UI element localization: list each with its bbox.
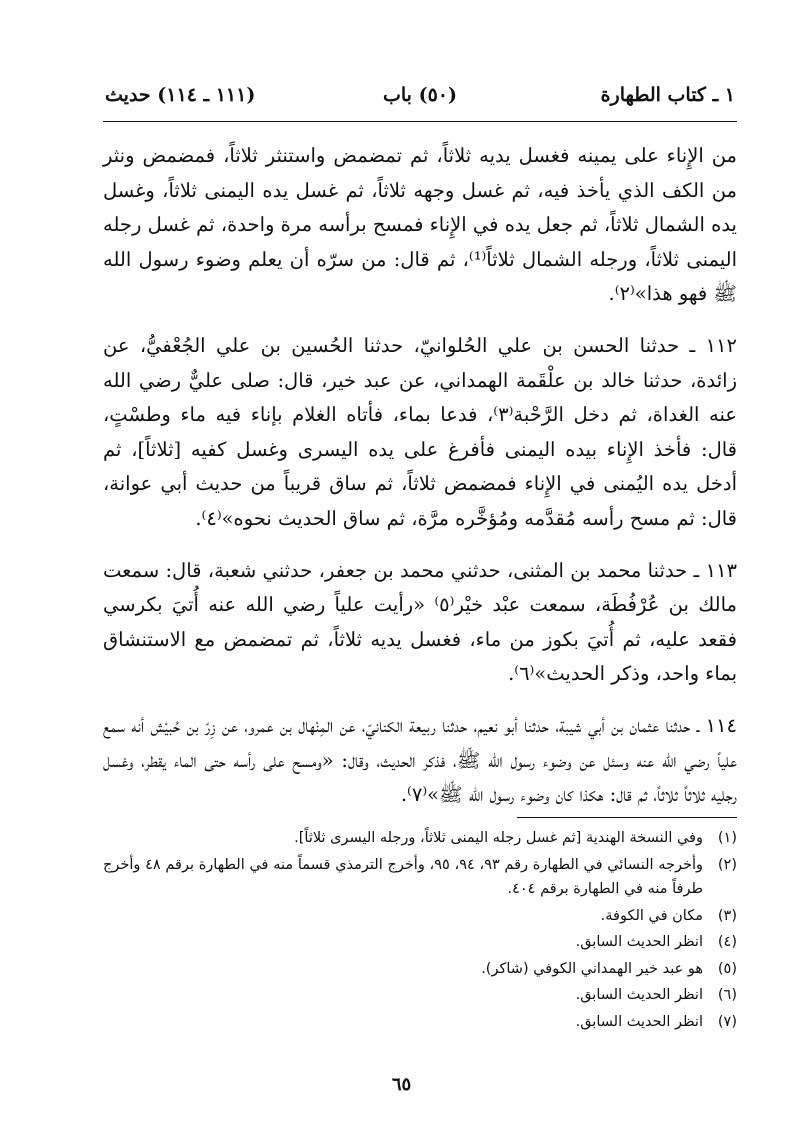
footnote: [103, 853, 737, 902]
footnote: [103, 957, 737, 982]
footnote-text: وفي النسخة الهندية [ثم غسل رجله اليمنى ثلاثاً، ورجله اليسرى ثلاثاً].: [294, 830, 703, 846]
footnote-number: (٥): [717, 960, 737, 977]
footnote-rule: [517, 817, 737, 818]
paragraph-hadith-114: ١١٤ ـ حدثنا عثمان بن أبي شيبة، حدثنا أبو نعيم، حدثنا ربيعة الكنانيّ، عن المِنْهال بن عمرو، عن زِرّ بن حُبيْش أنه سمع علياً رضي الله عنه وسئل عن وضوء رسول الله ﷺ، فذكر الحديث، وقال: «ومسح على رأسه حتى الماء يقطر، وغسل رجليه ثلاثاً ثلاثاً، ثم قال: هكذا كان وضوء رسول الله ﷺ»⁽٧⁾.: [103, 713, 737, 807]
footnote: [103, 826, 737, 851]
running-header: [105, 84, 735, 112]
footnote-text: انظر الحديث السابق.: [575, 987, 703, 1003]
footnote-number: (٤): [717, 934, 737, 950]
footnote-text: هو عبد خير الهمداني الكوفي (شاكر).: [481, 960, 703, 977]
footnote-number: (١): [717, 830, 737, 846]
paragraph-continuation: من الإِناء على يمينه فغسل يديه ثلاثاً، ثم تمضمض واستنثر ثلاثاً، فمضمض ونثر من الكف الذي يأخذ فيه، ثم غسل وجهه ثلاثاً، ثم غسل يده اليمنى ثلاثاً، وغسل يده الشمال ثلاثاً، ثم جعل يده في الإِناء فمسح برأسه مرة واحدة، ثم غسل رجله اليمنى ثلاثاً، ورجله الشمال ثلاثاً⁽¹⁾، ثم قال: من سرّه أن يعلم وضوء رسول الله ﷺ فهو هذا»⁽٢⁾.: [103, 144, 737, 306]
footnote-text: انظر الحديث السابق.: [575, 1013, 703, 1030]
footnote: [103, 904, 737, 929]
footnote: [103, 1010, 737, 1035]
footnote-number: (٣): [717, 907, 737, 924]
paragraph-hadith-113: ١١٣ ـ حدثنا محمد بن المثنى، حدثني محمد بن جعفر، حدثني شعبة، قال: سمعت مالك بن عُرْفُطَة، سمعت عبْد خيْر⁽٥⁾ «رأيت علياً رضي الله عنه أُتيَ بكرسي فقعد عليه، ثم أُتيَ بكوز من ماء، فغسل يديه ثلاثاً، ثم تمضمض مع الاستنشاق بماء واحد، وذكر الحديث»⁽٦⁾.: [103, 558, 737, 686]
header-chapter: (٥٠) باب: [383, 84, 457, 106]
main-text: [103, 139, 737, 830]
page-number: ٦٥: [391, 1074, 412, 1095]
footnotes: [103, 826, 737, 1036]
footnote: [103, 983, 737, 1008]
footnote-number: (٦): [717, 987, 737, 1003]
footnote-text: مكان في الكوفة.: [600, 907, 703, 924]
footnote-text: وأخرجه النسائي في الطهارة رقم ٩٣، ٩٤، ٩٥، وأخرج الترمذي قسماً منه في الطهارة برقم ٤٨ وأخرج طرفاً منه في الطهارة برقم ٤٠٤.: [103, 856, 704, 897]
footnote: [103, 930, 737, 955]
paragraph-hadith-112: ١١٢ ـ حدثنا الحسن بن علي الحُلوانيّ، حدثنا الحُسين بن علي الجُعْفيُّ، عن زائدة، حدثنا خالد بن علْقَمة الهمداني، عن عبد خير، قال: صلى عليٌّ رضي الله عنه الغداة، ثم دخل الرَّحْبة⁽٣⁾، فدعا بماء، فأتاه الغلام بإناء فيه ماء وطسْتٍ، قال: فأخذ الإِناء بيده اليمنى فأفرغ على يده اليسرى وغسل كفيه [ثلاثاً]، ثم أدخل يده اليُمنى في الإِناء فمضمض ثلاثاً، ثم ساق قريباً من حديث أبي عوانة، قال: ثم مسح رأسه مُقدَّمه ومُؤخَّره مرَّة، ثم ساق الحديث نحوه»⁽٤⁾.: [103, 333, 737, 530]
footnote-text: انظر الحديث السابق.: [575, 934, 703, 950]
header-book-title: ١ ـ كتاب الطهارة: [600, 84, 735, 106]
header-rule: [103, 121, 737, 122]
header-hadith-range: (١١١ ـ ١١٤) حديث: [105, 84, 256, 106]
footnote-number: (٧): [717, 1013, 737, 1030]
footnote-number: (٢): [717, 856, 737, 873]
